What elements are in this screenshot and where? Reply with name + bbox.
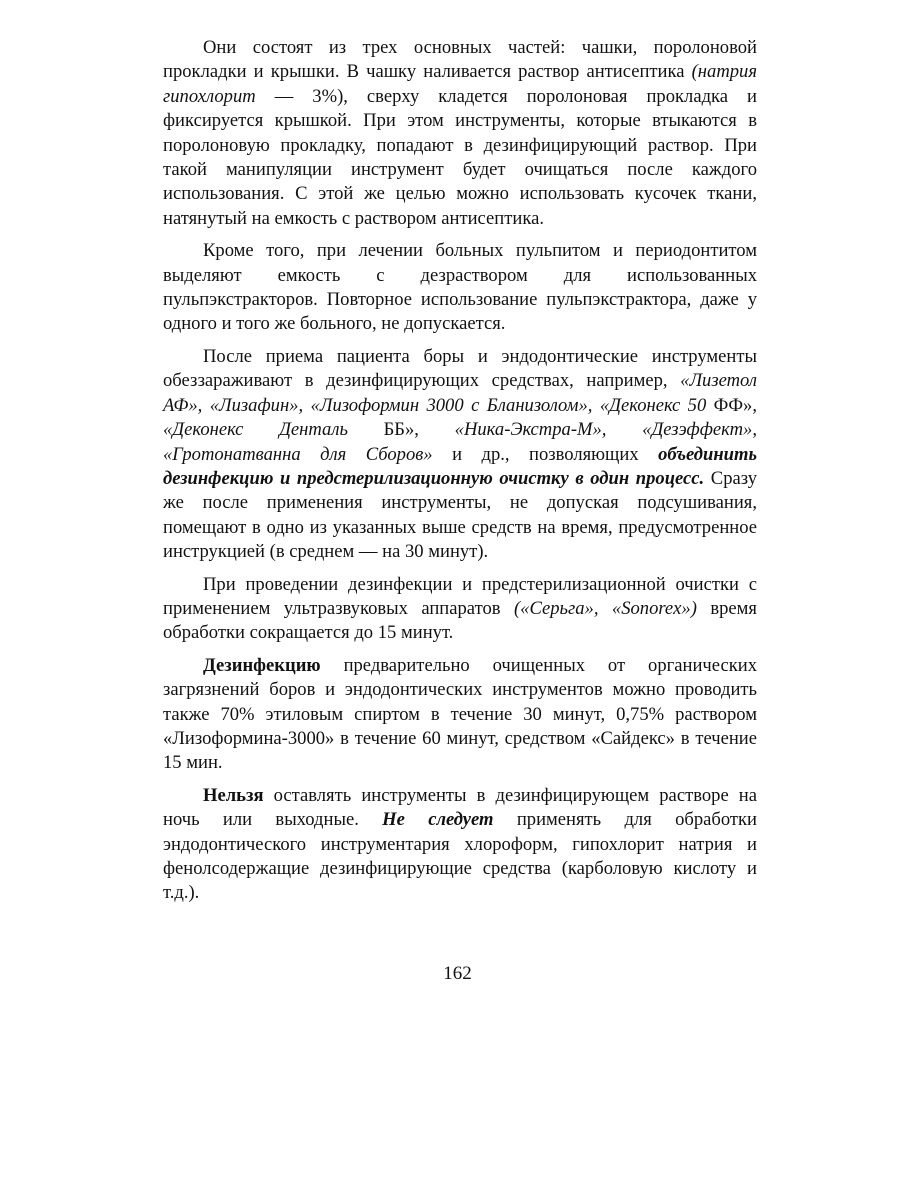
paragraph-6 bbox=[163, 784, 757, 906]
paragraph-5 bbox=[163, 654, 757, 776]
paragraph-4 bbox=[163, 573, 757, 646]
p3-bold-italic-h: объединить дезинфекцию и предстерилизационную очистку в один процесс. bbox=[163, 443, 757, 489]
p6-bold-italic-c: Не следует bbox=[382, 809, 494, 831]
p3-italic-d: «Деконекс Денталь bbox=[163, 419, 348, 441]
p3-italic-b: «Лизетол АФ», «Лизафин», «Лизоформин 3000 с Бланизолом», «Деконекс 50 bbox=[163, 370, 757, 416]
p3-text-g: и др., позволяющих bbox=[432, 443, 659, 465]
page-body bbox=[163, 36, 757, 914]
p1-text-a: Они состоят из трех основных частей: чашки, поролоновой прокладки и крышки. В чашку наливается раствор антисептика bbox=[163, 37, 757, 83]
p6-text-d: применять для обработки эндодонтического инструментария хлороформ, гипохлорит натрия и фенолсодержащие дезинфицирующие средства (карболовую кислоту и т.д.). bbox=[163, 809, 757, 904]
p4-text-a: При проведении дезинфекции и предстерилизационной очистки с применением ультразвуковых аппаратов bbox=[163, 573, 757, 619]
page-number: 162 bbox=[443, 963, 472, 984]
p3-text-a: После приема пациента боры и эндодонтические инструменты обеззараживают в дезинфицирующих средствах, например, bbox=[163, 345, 757, 392]
p4-text-c: время обработки сокращается до 15 минут. bbox=[163, 597, 757, 644]
p5-text-b: предварительно очищенных от органических загрязнений боров и эндодонтических инструментов можно проводить также 70% этиловым спиртом в течение 30 минут, 0,75% раствором «Лизоформина-3000» в течение 60 минут, средством «Сайдекс» в течение 15 мин. bbox=[163, 654, 757, 774]
p6-text-b: оставлять инструменты в дезинфицирующем растворе на ночь или выходные. bbox=[163, 784, 757, 831]
p6-bold-a: Нельзя bbox=[203, 784, 264, 806]
p3-text-i: Сразу же после применения инструменты, не допуская подсушивания, помещают в одно из указанных выше средств на время, предусмотренное инструкцией (в среднем — на 30 минут). bbox=[163, 467, 758, 563]
paragraph-3 bbox=[163, 345, 757, 565]
p3-italic-f: «Ника-Экстра-М», «Дезэффект», «Гротонатванна для Сборов» bbox=[163, 419, 757, 465]
p3-text-c: ФФ», bbox=[706, 394, 757, 416]
p4-italic-b: («Серьга», «Sonorex») bbox=[513, 597, 697, 619]
p3-text-e: ББ», bbox=[347, 419, 455, 441]
p1-text-c: — 3%), сверху кладется поролоновая прокладка и фиксируется крышкой. При этом инструменты, которые втыкаются в поролоновую прокладку, попадают в дезинфицирующий раствор. При такой манипуляции инструмент будет очищаться после каждого использования. С этой же целью можно использовать кусочек ткани, натянутый на емкость с раствором антисептика. bbox=[163, 85, 757, 229]
paragraph-1 bbox=[163, 36, 757, 231]
p5-bold-a: Дезинфекцию bbox=[203, 654, 321, 676]
p1-italic-b: (натрия гипохлорит bbox=[163, 61, 757, 107]
paragraph-2 bbox=[163, 239, 757, 337]
p2-text-a: Кроме того, при лечении больных пульпитом и периодонтитом выделяют емкость с дезраствором для использованных пульпэкстракторов. Повторное использование пульпэкстрактора, даже у одного и того же больного, не допускается. bbox=[163, 240, 757, 335]
